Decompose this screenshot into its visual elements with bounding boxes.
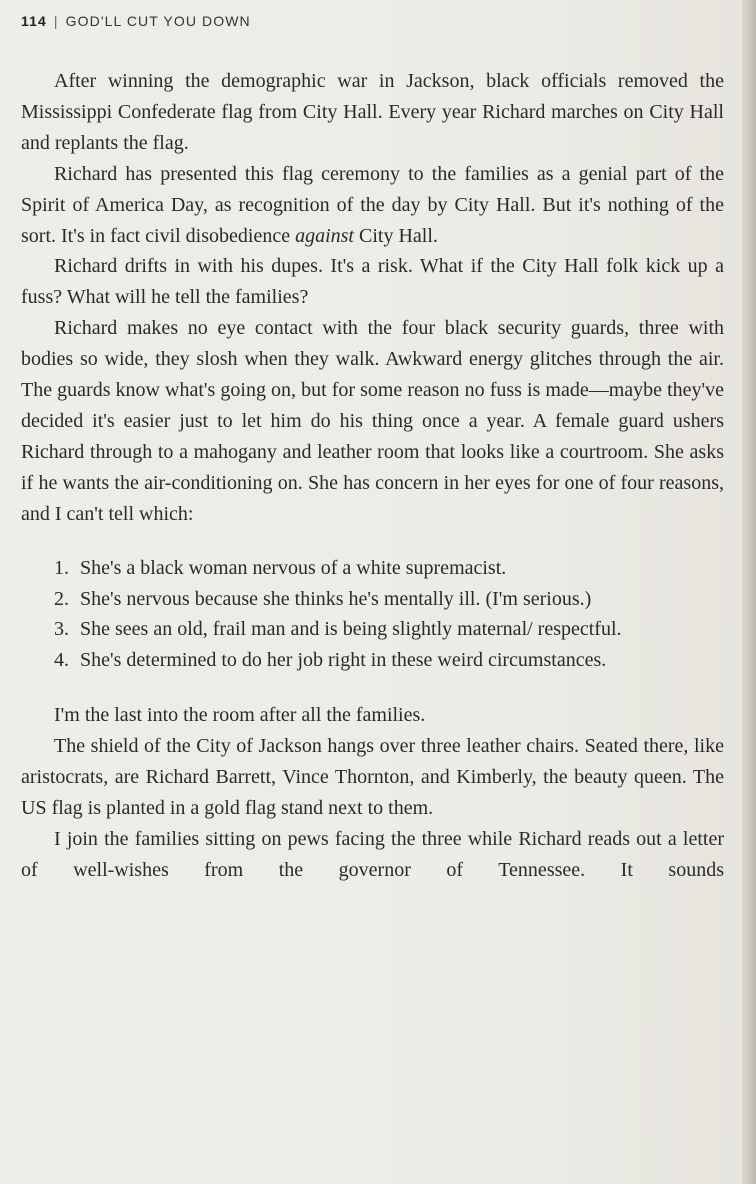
emphasis-text: against	[295, 224, 354, 247]
paragraph: Richard drifts in with his dupes. It's a risk. What if the City Hall folk kick up a fuss? What will he tell the families?	[21, 255, 724, 309]
list-item	[21, 553, 724, 584]
list-text: She sees an old, frail man and is being slightly maternal/ respectful.	[80, 618, 622, 641]
paragraph-text: City Hall.	[354, 224, 438, 247]
list-number: 3.	[54, 618, 69, 641]
list-item	[21, 614, 724, 645]
list-number: 4.	[54, 649, 69, 672]
paragraph: Richard makes no eye contact with the four black security guards, three with bodies so wide, they slosh when they walk. Awkward energy glitches through the air. The guards know what's going on, but for some reason no fuss is made—maybe they've decided it's easier just to let him do his thing once a year. A female guard ushers Richard through to a mahogany and leather room that looks like a courtroom. She asks if he wants the air-conditioning on. She has concern in her eyes for one of four reasons, and I can't tell which:	[21, 317, 724, 525]
list-item	[21, 645, 724, 676]
list-number: 2.	[54, 587, 69, 610]
running-title: GOD'LL CUT YOU DOWN	[65, 13, 251, 29]
page-edge-shadow	[742, 0, 756, 1184]
numbered-list	[21, 553, 724, 677]
body-text	[21, 66, 724, 886]
paragraph: I'm the last into the room after all the families.	[54, 704, 426, 727]
list-text: She's a black woman nervous of a white supremacist.	[80, 556, 507, 579]
paragraph	[21, 159, 724, 252]
list-text: She's nervous because she thinks he's mentally ill. (I'm serious.)	[80, 587, 592, 610]
header-separator: |	[53, 13, 59, 29]
running-header	[21, 13, 251, 29]
list-item	[21, 584, 724, 615]
page-number: 114	[21, 13, 47, 29]
paragraph-text: Richard has presented this flag ceremony to the families as a genial part of the Spirit of America Day, as recognition of the day by City Hall. But it's nothing of the sort. It's in fact civil disobedience	[21, 162, 724, 247]
list-text: She's determined to do her job right in these weird circumstances.	[80, 649, 607, 672]
paragraph: The shield of the City of Jackson hangs over three leather chairs. Seated there, like aristocrats, are Richard Barrett, Vince Thornton, and Kimberly, the beauty queen. The US flag is planted in a gold flag stand next to them.	[21, 735, 724, 819]
paragraph: After winning the demographic war in Jackson, black officials removed the Mississippi Confederate flag from City Hall. Every year Richard marches on City Hall and replants the flag.	[21, 70, 724, 154]
paragraph: I join the families sitting on pews facing the three while Richard reads out a letter of well-wishes from the governor of Tennessee. It sounds	[21, 827, 724, 881]
list-number: 1.	[54, 556, 69, 579]
